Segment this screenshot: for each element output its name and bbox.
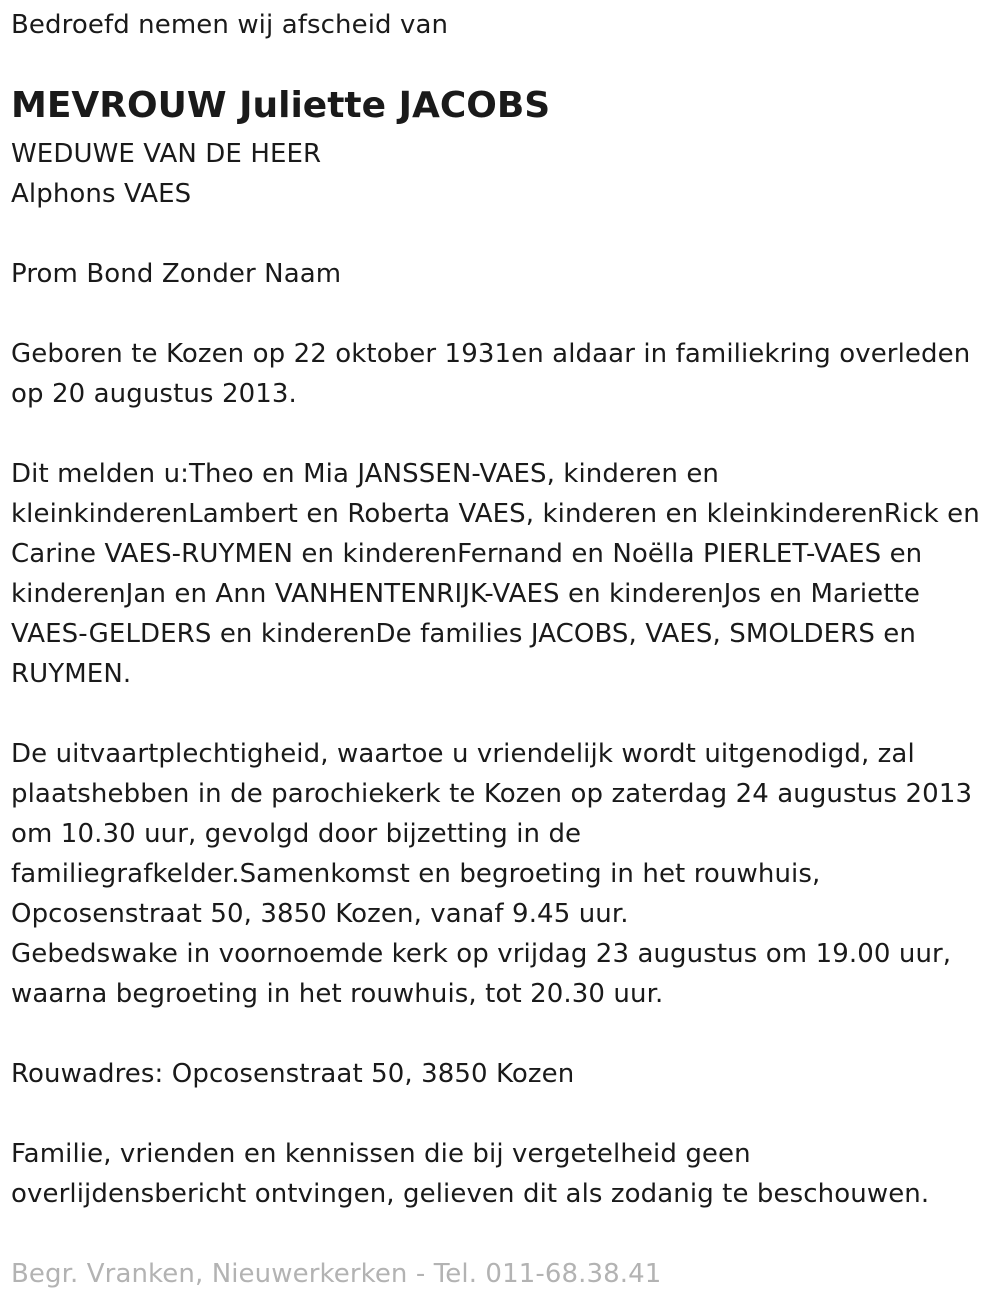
family-line: VAES-GELDERS en kinderenDe families JACOBS, VAES, SMOLDERS en xyxy=(11,619,916,649)
mourning-address-block xyxy=(11,1054,574,1094)
widow-of-block xyxy=(11,134,321,214)
family-line: kleinkinderenLambert en Roberta VAES, kinderen en kleinkinderenRick en xyxy=(11,499,980,529)
funeral-line: om 10.30 uur, gevolgd door bijzetting in de xyxy=(11,819,582,849)
funeral-line: De uitvaartplechtigheid, waartoe u vriendelijk wordt uitgenodigd, zal xyxy=(11,739,915,769)
family-block xyxy=(11,454,980,694)
spouse-name: Alphons VAES xyxy=(11,179,192,209)
deceased-name: MEVROUW Juliette JACOBS xyxy=(11,85,551,126)
funeral-line: plaatshebben in de parochiekerk te Kozen op zaterdag 24 augustus 2013 xyxy=(11,779,973,809)
wake-line: waarna begroeting in het rouwhuis, tot 20.30 uur. xyxy=(11,979,664,1009)
association-text: Prom Bond Zonder Naam xyxy=(11,259,342,289)
funeral-line: Opcosenstraat 50, 3850 Kozen, vanaf 9.45 uur. xyxy=(11,899,629,929)
intro-text: Bedroefd nemen wij afscheid van xyxy=(11,10,449,40)
family-line: kinderenJan en Ann VANHENTENRIJK-VAES en kinderenJos en Mariette xyxy=(11,579,920,609)
notice-note-line: Familie, vrienden en kennissen die bij vergetelheid geen xyxy=(11,1139,751,1169)
family-line: RUYMEN. xyxy=(11,659,132,689)
birth-death-line: Geboren te Kozen op 22 oktober 1931en aldaar in familiekring overleden xyxy=(11,339,971,369)
mourning-address: Rouwadres: Opcosenstraat 50, 3850 Kozen xyxy=(11,1059,575,1089)
notice-note-line: overlijdensbericht ontvingen, gelieven dit als zodanig te beschouwen. xyxy=(11,1179,930,1209)
association-block xyxy=(11,254,341,294)
birth-death-line: op 20 augustus 2013. xyxy=(11,379,297,409)
funeral-director-footer: Begr. Vranken, Nieuwerkerken - Tel. 011-68.38.41 xyxy=(11,1259,662,1289)
birth-death-block xyxy=(11,334,970,414)
family-line: Carine VAES-RUYMEN en kinderenFernand en Noëlla PIERLET-VAES en xyxy=(11,539,923,569)
wake-line: Gebedswake in voornoemde kerk op vrijdag 23 augustus om 19.00 uur, xyxy=(11,939,952,969)
funeral-line: familiegrafkelder.Samenkomst en begroeting in het rouwhuis, xyxy=(11,859,821,889)
family-line: Dit melden u:Theo en Mia JANSSEN-VAES, kinderen en xyxy=(11,459,720,489)
widow-of-line: WEDUWE VAN DE HEER xyxy=(11,139,322,169)
funeral-block xyxy=(11,734,972,1014)
notice-note-block xyxy=(11,1134,929,1214)
